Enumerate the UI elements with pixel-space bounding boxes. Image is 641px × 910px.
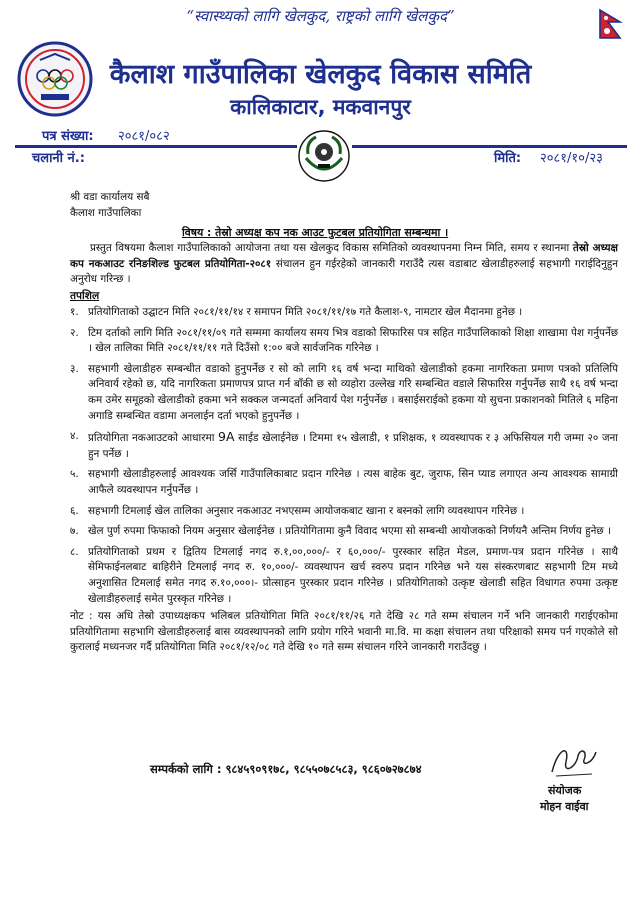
item-text: सहभागी खेलाडीहरुलाई आवश्यक जर्सि गाउँपालिकाबाट प्रदान गरिनेछ । त्यस बाहेक बुट, जुराफ, सिन प्याड लगाएत अन्य आवश्यक सामाग्री आफैले व्यवस्थापन गर्नुपर्नेछ । <box>88 468 618 496</box>
item-number: ८. <box>70 545 79 558</box>
item-number: ६. <box>70 504 79 517</box>
item-text: सहभागी टिमलाई खेल तालिका अनुसार नकआउट नभएसम्म आयोजकबाट खाना र बस्नको लागि व्यवस्थापन गरिनेछ । <box>88 504 525 517</box>
details-list <box>70 303 618 656</box>
subject-line: विषय : तेस्रो अध्यक्ष कप नक आउट फुटबल प्रतियोगिता सम्बन्धमा । <box>182 226 449 239</box>
intro-part3: संचालन हुन गईरहेको जानकारी गराउँदै त्यस वडाबाट खेलाडीहरुलाई सहभागी गराईदिनुहुन अनुरोध गरिन्छ । <box>70 257 619 286</box>
side-format: 9A <box>218 429 235 445</box>
item-number: ५. <box>70 468 79 481</box>
miti-value: २०८१/१०/२३ <box>540 151 603 166</box>
intro-part1: प्रस्तुत विषयमा कैलाश गाउँपालिकाको आयोजना तथा यस खेलकुद विकास समितिको व्यवस्थापनमा निम्न मिति, समय र स्थानमा <box>90 242 570 254</box>
item-text: प्रतियोगिताको प्रथम र द्वितिय टिमलाई नगद रु.१,००,०००/- र ६०,०००/- पुरस्कार सहित मेडल, प्रमाण-पत्र प्रदान गरिनेछ । साथै सेमिफाईनलबाट बाहिरीने टिमलाई नगद रु. १०,०००/- व्यवस्थापन खर्च स्वरुप प्रदान गरिनेछ भने यस संस्करणबाट सहभागी टिम मध्ये अनुशासित टिमलाई समेत नगद रु.१०,०००।- प्रोत्साहन पुरस्कार प्रदान गरिनेछ । प्रतियोगिताको उत्कृष्ट खेलाडी सहित विधागत रुपमा उत्कृष्ट खेलाडीहरुलाई समेत पुरस्कृत गरिनेछ । <box>88 545 618 605</box>
slogan: “स्वास्थ्यको लागि खेलकुद, राष्ट्रको लागि खेलकुद” <box>186 7 455 25</box>
item-text: प्रतियोगिताको उद्घाटन मिति २०८१/११/१४ र समापन मिति २०८१/११/१७ गते कैलाश-९, नामटार खेल मैदानमा हुनेछ । <box>88 306 523 318</box>
contact-numbers: सम्पर्कको लागि : ९८४५९०९१७८, ९८५५०७८५८३, ९८६०७२७८७४ <box>150 762 422 776</box>
item-text: टिम दर्ताको लागि मिति २०८१/११/०९ गते सम्ममा कार्यालय समय भित्र वडाको सिफारिस पत्र सहित गाउँपालिकाको शिक्षा शाखामा पेश गर्नुपर्नेछ । खेल तालिका मिति २०८१/११/११ गते दिउँसो १:०० बजे सार्वजनिक गरिनेछ । <box>88 326 618 355</box>
item-number: ३. <box>70 362 79 375</box>
item-number: ४. <box>70 430 79 443</box>
intro-event-name: तेस्रो अध्यक्ष कप नकआउट रनिङशिल्ड फुटबल प्रतियोगिता-२०८१ <box>70 242 619 270</box>
patra-label: पत्र संख्या: <box>42 129 94 144</box>
details-heading: तपशिल <box>70 290 100 302</box>
committee-seal-icon <box>296 128 352 184</box>
intro-paragraph <box>70 241 618 288</box>
item-number: ७. <box>70 525 79 538</box>
miti-label: मिति: <box>494 151 522 166</box>
signature-icon <box>548 738 600 782</box>
signatory-name: मोहन वाईवा <box>540 800 589 813</box>
letter-body <box>70 190 618 221</box>
item-text: प्रतियोगिता नकआउटको आधारमा <box>88 432 215 445</box>
org-name: कैलाश गाउँपालिका खेलकुद विकास समिति <box>109 59 532 90</box>
list-item <box>70 467 618 498</box>
list-item <box>70 545 618 607</box>
list-item <box>70 305 618 321</box>
patra-value: २०८१/०८२ <box>118 129 170 144</box>
list-item <box>70 524 618 540</box>
list-item <box>70 362 618 424</box>
list-item <box>70 326 618 357</box>
chalani-label: चलानी नं.: <box>32 151 85 166</box>
org-location: कालिकाटार, मकवानपुर <box>230 95 411 119</box>
item-text: खेल पुर्ण रुपमा फिफाको नियम अनुसार खेलाईनेछ । प्रतियोगितामा कुनै विवाद भएमा सो सम्बन्धी आयोजकको निर्णयनै अन्तिम निर्णय हुनेछ । <box>88 525 611 538</box>
list-item <box>70 429 618 462</box>
item-number: १. <box>70 306 79 318</box>
recipient-line1: श्री वडा कार्यालय सबै <box>70 191 150 203</box>
item-text: सहभागी खेलाडीहरु सम्बन्धीत वडाको हुनुपर्नेछ र सो को लागि १६ वर्ष भन्दा माथिको खेलाडीको हकमा नागरिकता प्रमाण पत्रको प्रतिलिपि अनिवार्य रहेको छ, यदि नागरिकता प्रमाणपत्र प्राप्त गर्न बाँकी छ सो व्यहोरा उल्लेख गरि सम्बन्धित वडाले सिफारिस गर्नुपर्नेछ साथै १६ वर्ष भन्दा कम उमेर समूहको खेलाडीको हकमा भने सक्कल जन्मदर्ता अनिवार्य पेश गर्नुपर्नेछ । बसाईसराईको हकमा यो सुचना प्रकाशनको मितिले ६ महिना अगाडि सम्बन्धित वडामा अनलाईन दर्ता भएको हुनुपर्नेछ । <box>88 362 618 422</box>
note-paragraph: नोट : यस अधि तेस्रो उपाध्यक्षकप भलिबल प्रतियोगिता मिति २०८१/११/२६ गते देखि २८ गते सम्म संचालन गर्ने भनि जानकारी गराईएकोमा प्रतियोगितामा सहभागि खेलाडीहरुलाई बास व्यवस्थापनको लागि प्रयोग गरिने भवानी मा.वि. मा कक्षा संचालन तथा परिक्षाको समय पर्न गएकोले सो कुरालाई मध्यनजर गर्दै प्रतियोगिता मिति २०८१/१२/०८ गते देखि १० गते सम्म संचालन गरिने जानकारी गराउँदछु । <box>70 610 618 654</box>
list-item <box>70 504 618 520</box>
signatory-title: संयोजक <box>548 784 582 797</box>
item-number: २. <box>70 326 79 339</box>
recipient-line2: कैलाश गाउँपालिका <box>70 206 142 219</box>
item-text: साईड खेलाईनेछ । टिममा १५ खेलाडी, १ प्रशिक्षक, १ व्यवस्थापक र ३ अफिसियल गरी जम्मा २० जना हुन पर्नेछ । <box>88 432 618 460</box>
